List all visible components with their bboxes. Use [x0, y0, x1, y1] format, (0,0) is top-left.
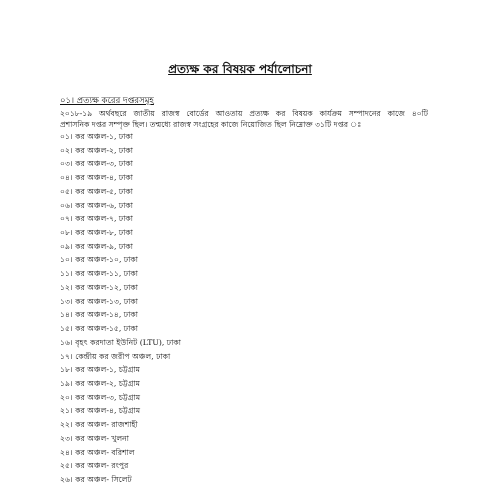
list-item-label: কর অঞ্চল-১৫, ঢাকা: [75, 324, 138, 334]
list-item-number: ০৭।: [60, 214, 73, 224]
list-item: [60, 212, 181, 226]
list-item-label: কর অঞ্চল-৭, ঢাকা: [75, 214, 134, 224]
list-item-label: কর অঞ্চল- রংপুর: [75, 461, 129, 471]
list-item-number: ১০।: [60, 255, 73, 265]
list-item-number: ২১।: [60, 406, 73, 416]
intro-line: প্রশাসনিক দপ্তর সম্পৃক্ত ছিল। তন্মধ্যে রাজস্ব সংগ্রহের কাজে নিয়োজিত ছিল নিম্নোক্ত ৩১টি দপ্তর ঃ: [60, 120, 362, 129]
list-item-label: কর অঞ্চল-৯, ঢাকা: [75, 241, 134, 251]
intro-paragraph: [60, 108, 428, 130]
list-item-label: কর অঞ্চল- রাজশাহী: [75, 420, 138, 430]
list-item-number: ০৪।: [60, 173, 73, 183]
list-item: [60, 391, 181, 405]
list-item-number: ১৫।: [60, 324, 73, 334]
list-item: [60, 308, 181, 322]
list-item-label: কর অঞ্চল- খুলনা: [75, 433, 129, 443]
list-item: [60, 295, 181, 309]
list-item-label: কর অঞ্চল-১, চট্টগ্রাম: [75, 365, 141, 375]
list-item-number: ০৮।: [60, 228, 73, 238]
list-item-number: ১২।: [60, 282, 73, 292]
list-item-label: কর অঞ্চল-৪, চট্টগ্রাম: [75, 406, 141, 416]
list-item-number: ২৪।: [60, 447, 73, 457]
list-item: [60, 185, 181, 199]
list-item-number: ২২।: [60, 420, 73, 430]
list-item: [60, 350, 181, 364]
list-item-number: ২০।: [60, 392, 73, 402]
list-item-number: ২৩।: [60, 433, 73, 443]
list-item-label: কর অঞ্চল-১২, ঢাকা: [75, 282, 139, 292]
list-item-label: কর অঞ্চল-৮, ঢাকা: [75, 228, 134, 238]
list-item-number: ১৩।: [60, 296, 73, 306]
list-item-label: কর অঞ্চল-১১, ঢাকা: [75, 269, 138, 279]
list-item-number: ১৪।: [60, 310, 73, 320]
document-title: প্রত্যক্ষ কর বিষয়ক পর্যালোচনা: [168, 62, 312, 76]
list-item-label: কর অঞ্চল-১, ঢাকা: [75, 132, 134, 141]
list-item-number: ০৩।: [60, 159, 73, 169]
list-item: [60, 253, 181, 267]
list-item: [60, 336, 181, 350]
list-item-label: কর অঞ্চল-৬, ঢাকা: [75, 200, 134, 210]
list-item-label: কর অঞ্চল-২, ঢাকা: [75, 145, 134, 155]
list-item-number: ১৭।: [60, 351, 73, 361]
list-item: [60, 240, 181, 254]
list-item: [60, 322, 181, 336]
list-item: [60, 418, 181, 432]
list-item-number: ২৫।: [60, 461, 73, 471]
list-item-number: ০৫।: [60, 186, 73, 196]
list-item-number: ১৯।: [60, 378, 73, 388]
list-item-label: কর অঞ্চল- সিলেট: [75, 474, 132, 484]
list-item-label: কর অঞ্চল-২, চট্টগ্রাম: [75, 378, 141, 388]
list-item: [60, 226, 181, 240]
list-item-number: ২৬।: [60, 474, 73, 484]
list-item-number: ০৬।: [60, 200, 73, 210]
list-item-label: কর অঞ্চল- বরিশাল: [75, 447, 135, 457]
list-item: [60, 281, 181, 295]
list-item-label: কর অঞ্চল-৩, চট্টগ্রাম: [75, 392, 141, 402]
list-item-number: ০২।: [60, 145, 73, 155]
intro-line: ২০১৮-১৯ অর্থবছরে জাতীয় রাজস্ব বোর্ডের আওতায় প্রত্যক্ষ কর বিষয়ক কার্যক্রম সম্পাদনের কাজে ৪০টি: [60, 109, 428, 118]
list-item-number: ১১।: [60, 269, 73, 279]
list-item-label: কেন্দ্রীয় কর জরীপ অঞ্চল, ঢাকা: [75, 351, 171, 361]
list-item-label: কর অঞ্চল-১৪, ঢাকা: [75, 310, 138, 320]
list-item-number: ০১।: [60, 132, 73, 141]
list-item-label: বৃহৎ করদাতা ইউনিট (LTU), ঢাকা: [75, 337, 181, 347]
list-item-number: ০৯।: [60, 241, 73, 251]
list-item: [60, 199, 181, 213]
list-item-number: ১৮।: [60, 365, 73, 375]
list-item-label: কর অঞ্চল-৪, ঢাকা: [75, 173, 134, 183]
list-item: [60, 171, 181, 185]
office-list: [60, 130, 181, 487]
list-item: [60, 404, 181, 418]
list-item-label: কর অঞ্চল-৩, ঢাকা: [75, 159, 134, 169]
list-item: [60, 144, 181, 158]
list-item-label: কর অঞ্চল-১৩, ঢাকা: [75, 296, 139, 306]
list-item: [60, 377, 181, 391]
list-item: [60, 432, 181, 446]
list-item-label: কর অঞ্চল-৫, ঢাকা: [75, 186, 134, 196]
list-item: [60, 157, 181, 171]
list-item: [60, 459, 181, 473]
list-item-number: ১৬।: [60, 337, 73, 347]
list-item: [60, 446, 181, 460]
list-item-label: কর অঞ্চল-১০, ঢাকা: [75, 255, 139, 265]
list-item: [60, 363, 181, 377]
list-item: [60, 267, 181, 281]
section-heading: ০১। প্রত্যক্ষ করের দপ্তরসমূহ: [60, 96, 154, 106]
list-item: [60, 130, 181, 144]
